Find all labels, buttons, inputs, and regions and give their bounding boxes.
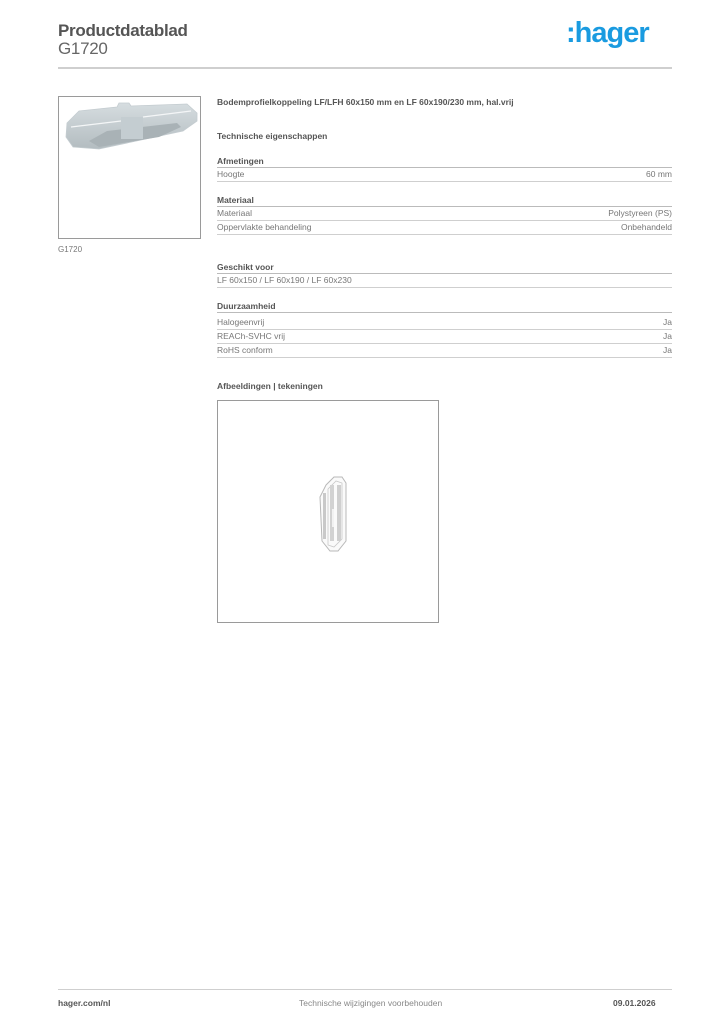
footer-disclaimer: Technische wijzigingen voorbehouden — [299, 998, 443, 1008]
property-row — [217, 274, 672, 288]
section-title: Afmetingen — [217, 155, 672, 168]
property-label: Hoogte — [217, 169, 245, 179]
technical-drawing-frame — [217, 400, 439, 623]
product-code: G1720 — [58, 39, 108, 58]
section-title: Geschikt voor — [217, 261, 672, 274]
images-heading: Afbeeldingen | tekeningen — [217, 381, 323, 391]
property-value: Onbehandeld — [620, 222, 672, 232]
property-row — [217, 330, 672, 344]
document-date: 09.01.2026 — [613, 998, 656, 1008]
section-title: Materiaal — [217, 194, 672, 207]
hager-logo: :hager — [566, 17, 649, 49]
section-materiaal — [217, 194, 672, 235]
property-label: Oppervlakte behandeling — [217, 222, 312, 232]
property-label: REACh-SVHC vrij — [217, 331, 286, 341]
property-label: RoHS conform — [217, 345, 273, 355]
header-divider — [58, 67, 672, 69]
product-photo-icon — [59, 97, 200, 238]
property-row — [217, 168, 672, 182]
property-row — [217, 316, 672, 330]
property-row — [217, 221, 672, 235]
property-label: Materiaal — [217, 208, 252, 218]
property-row — [217, 207, 672, 221]
website-link[interactable]: hager.com/nl — [58, 998, 111, 1008]
section-duurzaamheid — [217, 300, 672, 358]
technical-properties-heading: Technische eigenschappen — [217, 131, 328, 141]
section-afmetingen — [217, 155, 672, 182]
page-title: Productdatablad — [58, 21, 188, 40]
property-value: Ja — [663, 345, 672, 355]
property-value: 60 mm — [646, 169, 672, 179]
section-title: Duurzaamheid — [217, 300, 672, 313]
property-row — [217, 344, 672, 358]
product-thumbnail — [58, 96, 201, 239]
footer-divider — [58, 989, 672, 990]
technical-drawing-icon — [218, 401, 438, 622]
property-value: Ja — [663, 331, 672, 341]
property-value: Polystyreen (PS) — [608, 208, 672, 218]
thumbnail-caption: G1720 — [58, 245, 83, 254]
section-geschikt-voor — [217, 261, 672, 288]
property-label: Halogeenvrij — [217, 317, 265, 327]
property-value: Ja — [663, 317, 672, 327]
product-name: Bodemprofielkoppeling LF/LFH 60x150 mm en LF 60x190/230 mm, hal.vrij — [217, 97, 514, 107]
property-label: LF 60x150 / LF 60x190 / LF 60x230 — [217, 275, 352, 285]
